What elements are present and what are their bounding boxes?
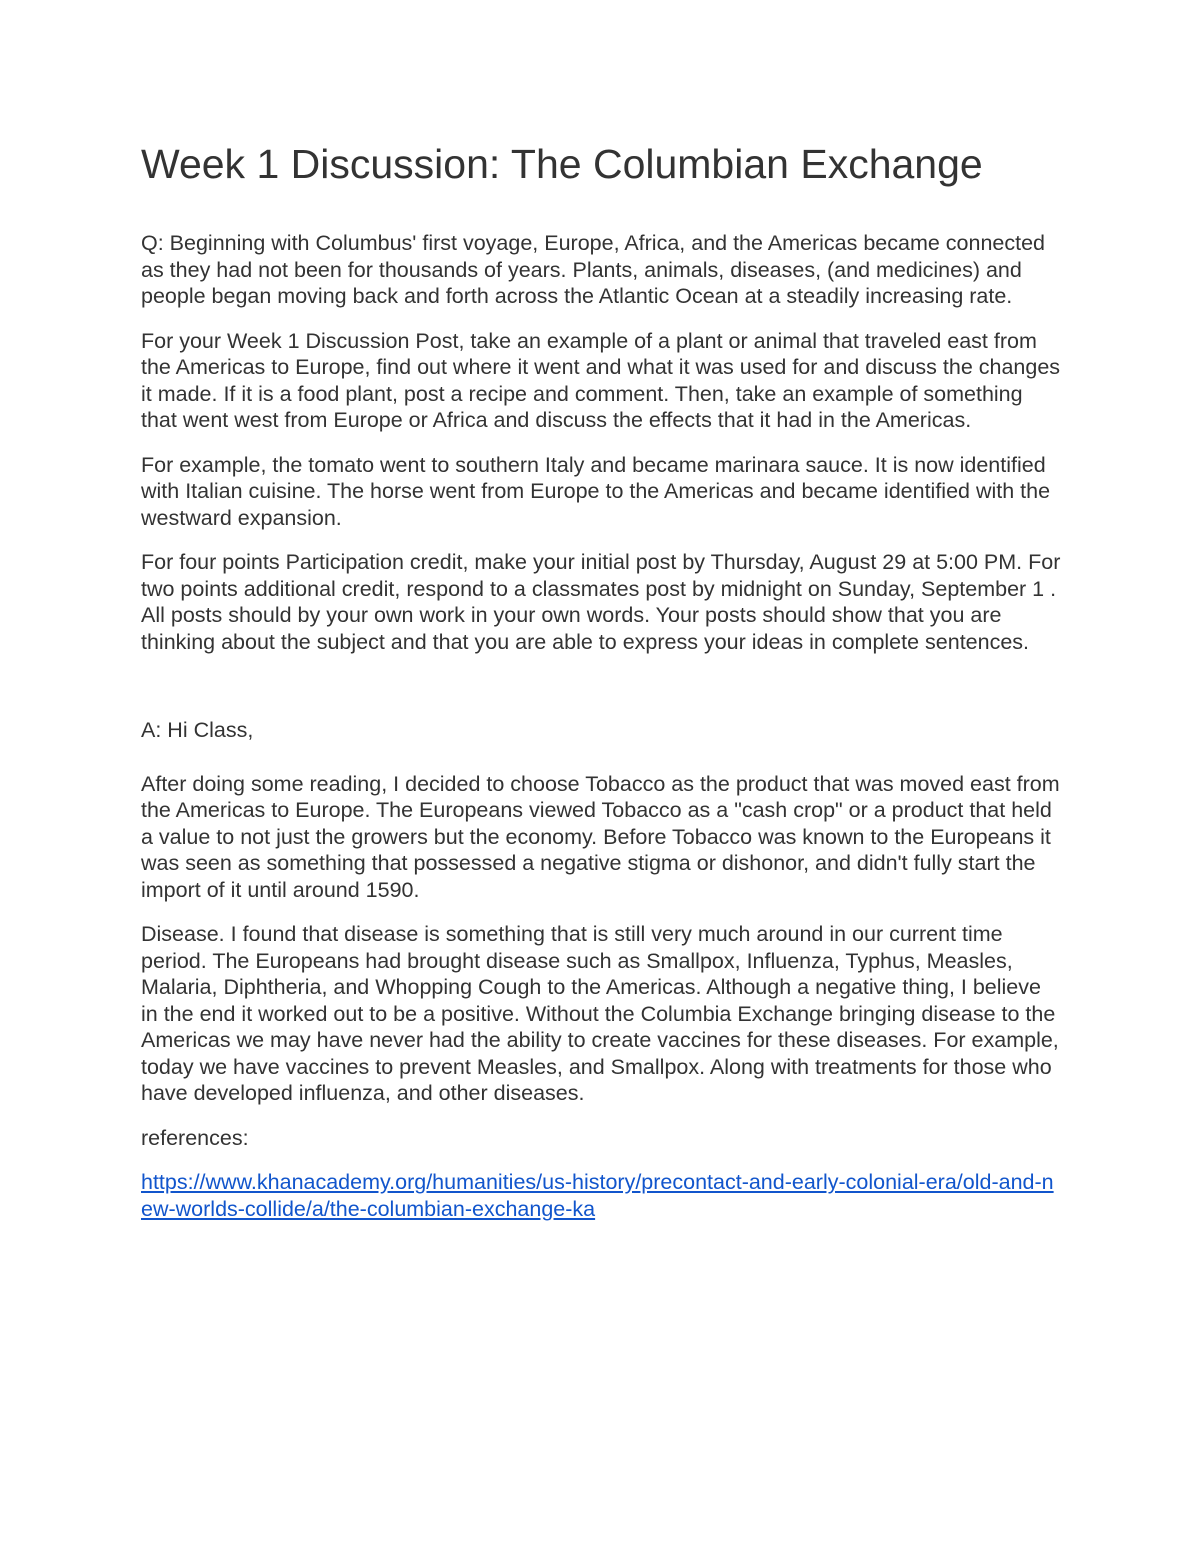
answer-section — [141, 717, 1061, 1222]
question-paragraph: For example, the tomato went to southern Italy and became marinara sauce. It is now identified with Italian cuisine. The horse went from Europe to the Americas and became identified with the westward expansion. — [141, 452, 1051, 530]
answer-greeting: A: Hi Class, — [141, 718, 254, 742]
question-paragraph: Q: Beginning with Columbus' first voyage, Europe, Africa, and the Americas became connected as they had not been for thousands of years. Plants, animals, diseases, (and medicines) and people began moving back and forth across the Atlantic Ocean at a steadily increasing rate. — [141, 231, 1046, 308]
question-paragraph: For four points Participation credit, make your initial post by Thursday, August 29 at 5:00 PM. For two points additional credit, respond to a classmates post by midnight on Sunday, September 1 . All posts should by your own work in your own words. Your posts should show that you are thinking about the subject and that you are able to express your ideas in complete sentences. — [141, 550, 1061, 654]
references-label: references: — [141, 1125, 249, 1150]
reference-item — [141, 1169, 1061, 1222]
answer-paragraph: Disease. I found that disease is something that is still very much around in our current time period. The Europeans had brought disease such as Smallpox, Influenza, Typhus, Measles, Malaria, Diphtheria, and Whopping Cough to the Americas. Although a negative thing, I believe in the end it worked out to be a positive. Without the Columbia Exchange bringing disease to the Americas we may have never had the ability to create vaccines for these diseases. For example, today we have vaccines to prevent Measles, and Smallpox. Along with treatments for those who have developed influenza, and other diseases. — [141, 922, 1059, 1105]
answer-paragraph: After doing some reading, I decided to choose Tobacco as the product that was moved east from the Americas to Europe. The Europeans viewed Tobacco as a "cash crop" or a product that held a value to not just the growers but the economy. Before Tobacco was known to the Europeans it was seen as something that possessed a negative stigma or dishonor, and didn't fully start the import of it until around 1590. — [141, 771, 1060, 902]
question-section — [141, 230, 1061, 655]
document-title: Week 1 Discussion: The Columbian Exchange — [141, 141, 983, 187]
document-page — [141, 140, 1061, 1240]
reference-link[interactable]: https://www.khanacademy.org/humanities/us-history/precontact-and-early-colonial-era/old-and-new-worlds-collide/a/the-columbian-exchange-ka — [141, 1170, 1054, 1221]
question-paragraph: For your Week 1 Discussion Post, take an example of a plant or animal that traveled east from the Americas to Europe, find out where it went and what it was used for and discuss the changes it made. If it is a food plant, post a recipe and comment. Then, take an example of something that went west from Europe or Africa and discuss the effects that it had in the Americas. — [141, 328, 1061, 432]
